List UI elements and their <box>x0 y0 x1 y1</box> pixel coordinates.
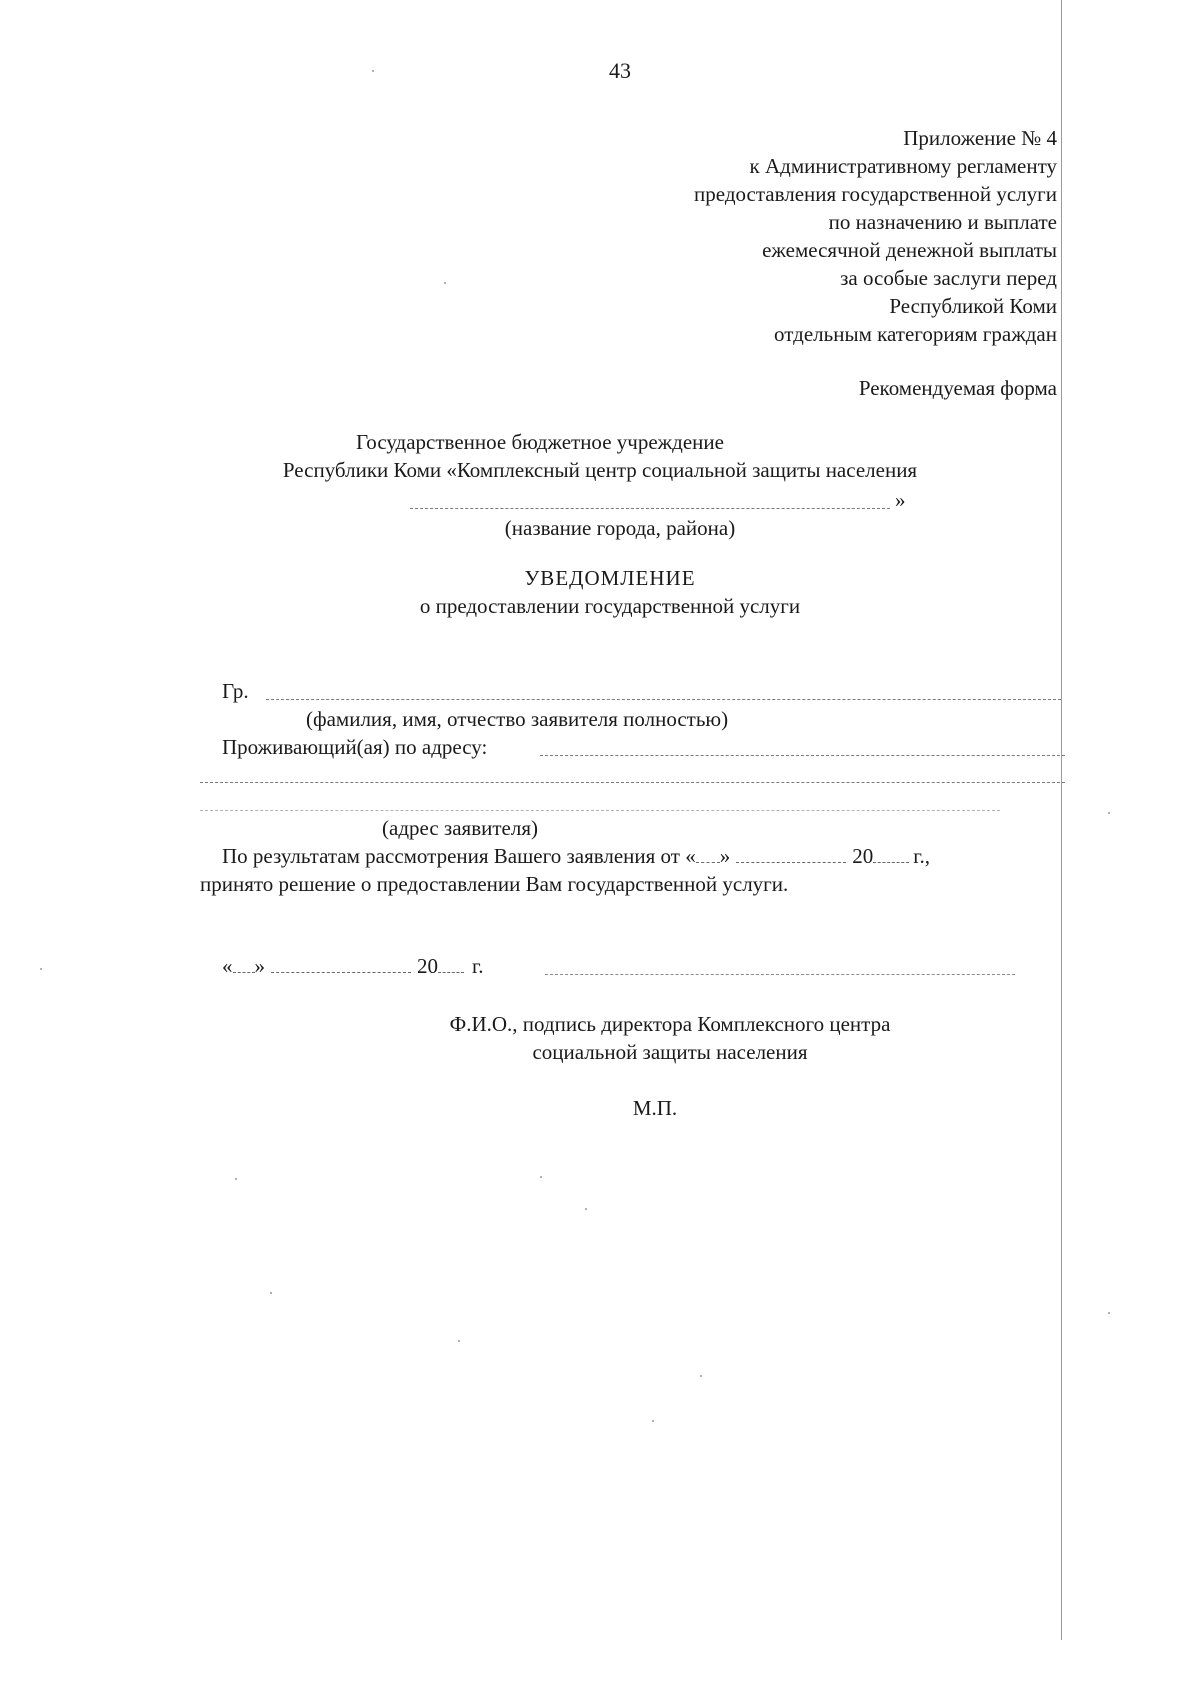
institution-line-2: Республики Коми «Комплексный центр социальной защиты населения <box>282 458 918 482</box>
citizen-name-field[interactable] <box>266 699 1061 700</box>
appendix-line: по назначению и выплате <box>828 210 1057 234</box>
signature-year-prefix: 20 <box>417 954 438 978</box>
citizen-label: Гр. <box>222 679 249 703</box>
signature-date-close: » <box>254 954 265 978</box>
signature-month-field[interactable] <box>271 971 411 973</box>
result-year-field[interactable] <box>873 861 909 863</box>
page-number: 43 <box>609 58 631 83</box>
appendix-line: ежемесячной денежной выплаты <box>762 238 1057 262</box>
result-text-line-1 <box>222 846 930 867</box>
result-year-prefix: 20 <box>852 844 874 868</box>
appendix-line: за особые заслуги перед <box>840 266 1057 290</box>
appendix-line: к Административному регламенту <box>749 154 1057 178</box>
signature-date <box>222 956 484 977</box>
signature-caption-line-1: Ф.И.О., подпись директора Комплексного центра <box>449 1012 891 1036</box>
city-caption: (название города, района) <box>504 516 736 540</box>
result-text-start: По результатам рассмотрения Вашего заявления от « <box>222 844 696 868</box>
residing-label: Проживающий(ая) по адресу: <box>222 735 488 759</box>
document-subtitle: о предоставлении государственной услуги <box>419 594 801 618</box>
appendix-line: Республикой Коми <box>889 294 1057 318</box>
address-field-line-2[interactable] <box>200 782 1065 783</box>
result-month-field[interactable] <box>736 861 846 863</box>
signature-year-field[interactable] <box>438 971 464 973</box>
result-day-field[interactable] <box>696 861 720 863</box>
scan-speck <box>540 1176 542 1178</box>
scan-fold-line <box>1061 0 1062 1640</box>
appendix-line: Приложение № 4 <box>903 126 1057 150</box>
institution-line-1: Государственное бюджетное учреждение <box>356 430 724 454</box>
signature-date-suffix: г. <box>472 954 484 978</box>
signature-day-field[interactable] <box>233 971 255 973</box>
appendix-line: отдельным категориям граждан <box>774 322 1057 346</box>
address-field-line-3[interactable] <box>200 810 1000 811</box>
scan-speck <box>652 1420 654 1422</box>
scan-speck <box>444 282 446 284</box>
result-text-line-2: принято решение о предоставлении Вам государственной услуги. <box>200 872 789 896</box>
scan-speck <box>40 968 42 970</box>
scan-speck <box>1108 1312 1110 1314</box>
address-field-line-1[interactable] <box>540 755 1065 756</box>
city-name-field[interactable] <box>410 508 890 509</box>
address-caption: (адрес заявителя) <box>382 816 538 840</box>
signature-date-open: « <box>222 954 233 978</box>
signature-caption-line-2: социальной защиты населения <box>532 1040 808 1064</box>
signature-field[interactable] <box>545 974 1015 975</box>
form-type-note: Рекомендуемая форма <box>858 376 1057 400</box>
result-year-suffix: г., <box>913 844 930 868</box>
scan-speck <box>585 1208 587 1210</box>
scan-speck <box>700 1375 702 1377</box>
stamp-place: М.П. <box>632 1096 678 1120</box>
result-quote-close: » <box>719 844 731 868</box>
scan-speck <box>1108 812 1110 814</box>
appendix-line: предоставления государственной услуги <box>694 182 1057 206</box>
scan-speck <box>235 1178 237 1180</box>
document-title: УВЕДОМЛЕНИЕ <box>524 566 696 590</box>
institution-closing-quote: » <box>895 488 906 512</box>
scan-speck <box>270 1292 272 1294</box>
scan-speck <box>372 70 374 72</box>
scan-speck <box>458 1340 460 1342</box>
citizen-caption: (фамилия, имя, отчество заявителя полностью) <box>306 707 729 731</box>
